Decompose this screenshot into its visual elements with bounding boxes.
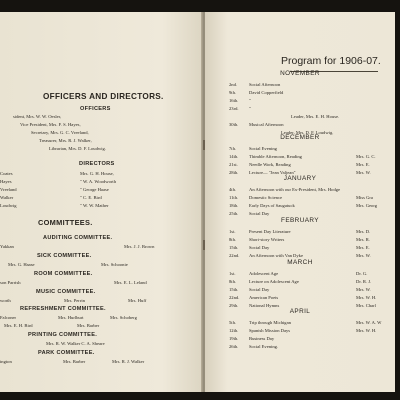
program-row — [205, 195, 395, 202]
program-row — [205, 229, 395, 236]
program-host: Mrs. Charl — [356, 303, 376, 308]
program-date: 12th. — [229, 328, 239, 333]
program-host: Mrs. W. H. — [356, 328, 377, 333]
park-committee-member-right: Mrs. R. J. Walker — [112, 359, 145, 364]
program-row — [205, 295, 395, 302]
music-committee-title: MUSIC COMMITTEE. — [36, 289, 96, 295]
room-committee-title: ROOM COMMITTEE. — [34, 271, 93, 277]
program-date: 26th. — [229, 344, 239, 349]
program-date: 1st. — [229, 271, 236, 276]
program-host: Mrs. W. H. — [356, 295, 377, 300]
program-event: Lecture on Adolescent Age — [249, 279, 299, 284]
program-host: Mrs. W. A. W — [356, 320, 382, 325]
month-heading-december: DECEMBER — [280, 134, 320, 141]
program-event: Trip through Michigan — [249, 320, 291, 325]
program-date: 15th. — [229, 245, 239, 250]
program-date: 28th. — [229, 170, 239, 175]
program-event: Lecture— "Jean Valjean" — [249, 170, 296, 175]
program-date: 11th. — [229, 195, 239, 200]
program-date: 1st. — [229, 229, 236, 234]
room-committee-member-right: Mrs. E. L. Leland — [114, 280, 147, 285]
officer-president: sident, Mrs. W. W. Oesler, — [13, 114, 62, 119]
program-row — [205, 245, 395, 252]
program-event: Short-story Writers — [249, 237, 285, 242]
program-event: Spanish Mission Days — [249, 328, 291, 333]
program-row — [205, 287, 395, 294]
refreshment-committee-title: REFRESHMENT COMMITTEE. — [20, 306, 106, 312]
program-date: 19th. — [229, 336, 239, 341]
program-host: Mrs. W. — [356, 170, 371, 175]
program-event: " — [249, 106, 251, 111]
music-committee-member-mid: Mrs. Perrin — [64, 298, 85, 303]
auditing-committee-title: AUDITING COMMITTEE. — [43, 235, 113, 241]
printing-committee-title: PRINTING COMMITTEE. — [28, 332, 98, 338]
program-host: Mrs. W. — [356, 253, 371, 258]
program-date: 30th. — [229, 122, 239, 127]
director-left-4: Walker — [0, 195, 14, 200]
park-committee-member-left: ington — [0, 359, 12, 364]
program-event: American Poets — [249, 295, 279, 300]
program-event: Present Day Literature — [249, 229, 291, 234]
director-right-5: " W. W. Mather — [80, 203, 109, 208]
program-row — [205, 82, 395, 89]
program-event: Business Day — [249, 336, 275, 341]
program-date: 8th. — [229, 279, 237, 284]
program-date: 15th. — [229, 287, 239, 292]
program-host: Mrs. Georg — [356, 203, 378, 208]
sick-committee-member-left: Mrs. G. Haase — [8, 262, 35, 267]
program-row — [205, 237, 395, 244]
program-row — [205, 336, 395, 343]
program-host: Mrs. E. — [356, 245, 370, 250]
director-left-1: Coates — [0, 171, 13, 176]
music-committee-member-right: Mrs. Huff — [128, 298, 147, 303]
committees-heading: COMMITTEES. — [38, 218, 93, 227]
officers-and-directors-heading: OFFICERS AND DIRECTORS. — [43, 92, 164, 101]
program-event: Social Evening — [249, 146, 277, 151]
park-committee-member-mid: Mrs. Barber — [63, 359, 86, 364]
program-event: Musical Afternoon — [249, 122, 284, 127]
program-date: 9th. — [229, 90, 237, 95]
program-event: Social Evening. — [249, 344, 279, 349]
program-row — [205, 146, 395, 153]
program-event: Early Days of Saugatuck — [249, 203, 295, 208]
program-date: 21st. — [229, 162, 238, 167]
director-left-2: Hayes — [0, 179, 12, 184]
program-row — [205, 154, 395, 161]
program-row — [205, 279, 395, 286]
program-date: 22nd. — [229, 253, 240, 258]
program-host: Mrs. R. — [356, 237, 370, 242]
program-date: 25th. — [229, 211, 239, 216]
park-committee-title: PARK COMMITTEE. — [38, 350, 95, 356]
program-date: 23rd. — [229, 106, 239, 111]
program-host: Miss Gra — [356, 195, 373, 200]
program-host: Mrs. G. C. — [356, 154, 376, 159]
month-heading-april: APRIL — [289, 308, 311, 315]
program-date: 8th. — [229, 237, 237, 242]
month-heading-january: JANUARY — [283, 175, 317, 182]
program-event: " — [249, 98, 251, 103]
director-left-3: Vreeland — [0, 187, 17, 192]
refreshment-committee-member-right-2: Mrs. Barber — [77, 323, 100, 328]
left-page — [0, 12, 203, 392]
director-right-1: Mrs. G. H. House, — [80, 171, 114, 176]
program-date: 14th. — [229, 154, 239, 159]
program-row — [205, 187, 395, 194]
program-row — [205, 90, 395, 97]
officers-heading: OFFICERS — [80, 106, 111, 112]
director-right-2: " W. A. Woodworth — [80, 179, 117, 184]
program-row — [205, 320, 395, 327]
program-row — [205, 328, 395, 335]
program-leader: Leader, Mrs. D. F. Loudwig. — [281, 130, 334, 135]
right-page — [205, 12, 395, 392]
program-row — [205, 106, 395, 113]
program-date: 7th. — [229, 146, 237, 151]
program-host: Dr. G. — [356, 271, 368, 276]
program-host: Mrs. D. — [356, 229, 371, 234]
program-row — [205, 98, 395, 105]
program-event: Domestic Science — [249, 195, 283, 200]
director-right-3: " George Haase — [80, 187, 109, 192]
auditing-committee-member-left: Yakkan — [0, 244, 14, 249]
program-host: Dr. R. J. — [356, 279, 372, 284]
printing-committee-members: Mrs. R. W. Walker C. A. Sheare — [46, 341, 105, 346]
program-event: National Hymns — [249, 303, 280, 308]
program-event: Social Day — [249, 245, 270, 250]
officer-treasurer: Treasurer, Mrs. R. J. Walker, — [39, 138, 92, 143]
director-left-5: Loudwig — [0, 203, 17, 208]
sick-committee-title: SICK COMMITTEE. — [37, 253, 92, 259]
program-event: Social Day — [249, 287, 270, 292]
program-leader: Leader, Mrs. E. H. House. — [291, 114, 340, 119]
refreshment-committee-member-right: Mrs. Schoberg — [110, 315, 137, 320]
refreshment-committee-member-mid: Mrs. Hurlburt — [58, 315, 84, 320]
program-row — [205, 203, 395, 210]
refreshment-committee-member-left: Falconer — [0, 315, 17, 320]
program-date: 4th. — [229, 187, 237, 192]
officer-secretary: Secretary, Mrs. G. C. Vreeland, — [31, 130, 89, 135]
director-right-4: " C. E. Bird — [80, 195, 102, 200]
program-host: Mrs. E. — [356, 162, 370, 167]
program-row — [205, 271, 395, 278]
directors-heading: DIRECTORS — [79, 161, 115, 167]
program-host: Mrs. W. — [356, 287, 371, 292]
refreshment-committee-member-left-2: Mrs. E. H. Bird — [4, 323, 33, 328]
program-event: An Afternoon with Van Dyke — [249, 253, 304, 258]
program-row — [205, 122, 395, 129]
program-date: 22nd. — [229, 295, 240, 300]
program-event: Social Afternoon — [249, 82, 281, 87]
program-row — [205, 162, 395, 169]
month-heading-march: MARCH — [287, 259, 313, 266]
auditing-committee-member-right: Mrs. J. J. Brown — [124, 244, 155, 249]
program-date: 29th. — [229, 303, 239, 308]
month-heading-february: FEBRUARY — [281, 217, 319, 224]
program-date: 18th. — [229, 203, 239, 208]
program-date: 2nd. — [229, 82, 238, 87]
program-title: Program for 1906-07. — [281, 55, 381, 67]
program-event: Adolescent Age — [249, 271, 279, 276]
program-date: 5th. — [229, 320, 237, 325]
officer-librarian: Librarian, Mrs. D. F. Loudwig. — [49, 146, 106, 151]
program-row — [205, 114, 395, 121]
program-row — [205, 344, 395, 351]
month-heading-november: NOVEMBER — [280, 70, 320, 77]
sick-committee-member-right: Mrs. Schoonie — [101, 262, 128, 267]
program-event: Social Day — [249, 211, 270, 216]
program-event: David Copperfield — [249, 90, 284, 95]
room-committee-member-left: son Parrish — [0, 280, 21, 285]
program-date: 16th. — [229, 98, 239, 103]
music-committee-member-left: worth — [0, 298, 11, 303]
program-event: An Afternoon with our Ex-President, Mrs. Hodge — [249, 187, 341, 192]
program-event: Thimble Afternoon, Reading — [249, 154, 302, 159]
program-event: Needle Work, Reading — [249, 162, 291, 167]
officer-vice-president: Vice President, Mrs. F. S. Hayes, — [20, 122, 81, 127]
